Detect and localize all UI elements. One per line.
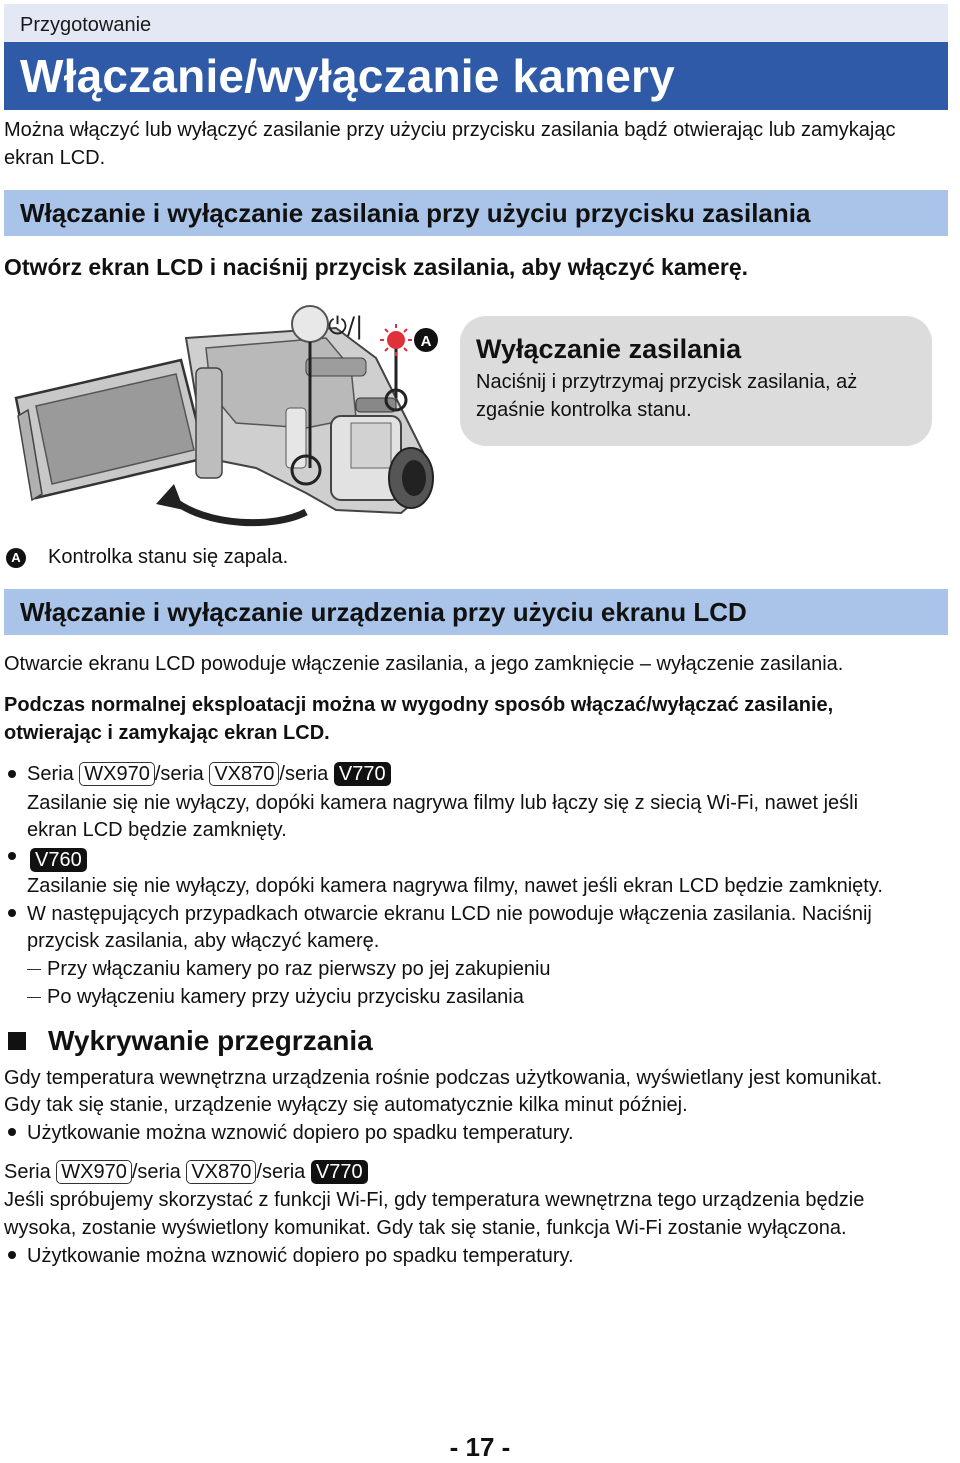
dash-item (27, 955, 551, 983)
overheat-line1: Gdy temperatura wewnętrzna urządzenia rośnie podczas użytkowania, wyświetlany jest komunikat. (4, 1067, 883, 1089)
model-badge-v760: V760 (30, 848, 87, 872)
bullet2-line1: Zasilanie się nie wyłączy, dopóki kamera nagrywa filmy, nawet jeśli ekran LCD będzie zamknięty. (27, 875, 883, 897)
model-badge-v770: V770 (311, 1160, 368, 1184)
bullet1-line1: Zasilanie się nie wyłączy, dopóki kamera nagrywa filmy lub łączy się z siecią Wi-Fi, nawet jeśli (27, 792, 859, 814)
power-symbol-label: ⏻/| (328, 312, 364, 340)
section-title: Włączanie i wyłączanie urządzenia przy użyciu ekranu LCD (20, 597, 747, 627)
dash-item-text: Przy włączaniu kamery po raz pierwszy po jej zakupieniu (47, 958, 551, 980)
bullet-dot (8, 1251, 16, 1259)
instruction-text: Otwórz ekran LCD i naciśnij przycisk zasilania, aby włączyć kamerę. (4, 254, 748, 280)
dash-mark (27, 969, 41, 970)
section-label-bar (4, 4, 948, 42)
series-line (4, 1158, 368, 1186)
callout-a-letter: A (420, 333, 432, 350)
wifi-line2: wysoka, zostanie wyświetlony komunikat. Gdy tak się stanie, funkcja Wi-Fi zostanie wyłączona. (4, 1217, 847, 1239)
model-badge-v770: V770 (334, 762, 391, 786)
power-off-text: Naciśnij i przytrzymaj przycisk zasilania, aż zgaśnie kontrolka stanu. (476, 371, 858, 421)
series-sep: /seria (256, 1161, 306, 1183)
section-label: Przygotowanie (20, 14, 152, 36)
bullet-dot (8, 770, 16, 778)
bullet3-line2: przycisk zasilania, aby włączyć kamerę. (27, 930, 380, 952)
model-badge-wx970: WX970 (79, 762, 155, 786)
bullet-dot (8, 852, 16, 860)
dash-item-text: Po wyłączeniu kamery przy użyciu przycisku zasilania (47, 986, 524, 1008)
dash-mark (27, 997, 41, 998)
note-a-badge (6, 548, 26, 568)
section-header-lcd (4, 589, 948, 635)
model-badge-wx970: WX970 (56, 1160, 132, 1184)
power-off-title: Wyłączanie zasilania (476, 334, 742, 364)
bullet3-line1: W następujących przypadkach otwarcie ekranu LCD nie powoduje włączenia zasilania. Naciśnij (27, 903, 872, 925)
camcorder-illustration (6, 298, 446, 530)
page-title: Włączanie/wyłączanie kamery (20, 50, 675, 102)
series-sep: /seria (131, 1161, 181, 1183)
page-number: - 17 - (449, 1432, 511, 1462)
overheat-title: Wykrywanie przegrzania (48, 1025, 373, 1056)
bullet1-line2: ekran LCD będzie zamknięty. (27, 819, 287, 841)
section-header-power-button (4, 190, 948, 236)
power-off-info-bubble (460, 316, 932, 446)
v760-line (30, 846, 87, 874)
overheat-line2: Gdy tak się stanie, urządzenie wyłączy się automatycznie kilka minut później. (4, 1094, 688, 1116)
series-label: Seria (4, 1161, 51, 1183)
note-a-text: Kontrolka stanu się zapala. (48, 546, 289, 568)
model-badge-vx870: VX870 (186, 1160, 256, 1184)
model-badge-vx870: VX870 (209, 762, 279, 786)
bullet-dot (8, 909, 16, 917)
page-title-bar (4, 42, 948, 110)
intro-text: Można włączyć lub wyłączyć zasilanie przy użyciu przycisku zasilania bądź otwierając lub zamykając ekran LCD. (4, 119, 896, 169)
series-sep: /seria (154, 763, 204, 785)
series-sep: /seria (279, 763, 329, 785)
section-title: Włączanie i wyłączanie zasilania przy użyciu przycisku zasilania (20, 198, 811, 228)
square-bullet-icon (8, 1032, 26, 1050)
wifi-bullet: Użytkowanie można wznowić dopiero po spadku temperatury. (27, 1245, 574, 1267)
bullet-dot (8, 1128, 16, 1136)
wifi-line1: Jeśli spróbujemy skorzystać z funkcji Wi-Fi, gdy temperatura wewnętrzna tego urządzenia będzie (4, 1189, 865, 1211)
overheat-bullet: Użytkowanie można wznowić dopiero po spadku temperatury. (27, 1122, 574, 1144)
lcd-para2-line2: otwierając i zamykając ekran LCD. (4, 722, 330, 744)
dash-item (27, 983, 524, 1011)
lcd-para1: Otwarcie ekranu LCD powoduje włączenie zasilania, a jego zamknięcie – wyłączenie zasilania. (4, 653, 844, 675)
series-line (27, 760, 391, 788)
series-label: Seria (27, 763, 74, 785)
note-a-letter: A (6, 548, 26, 568)
lcd-para2-line1: Podczas normalnej eksploatacji można w wygodny sposób włączać/wyłączać zasilanie, (4, 694, 834, 716)
